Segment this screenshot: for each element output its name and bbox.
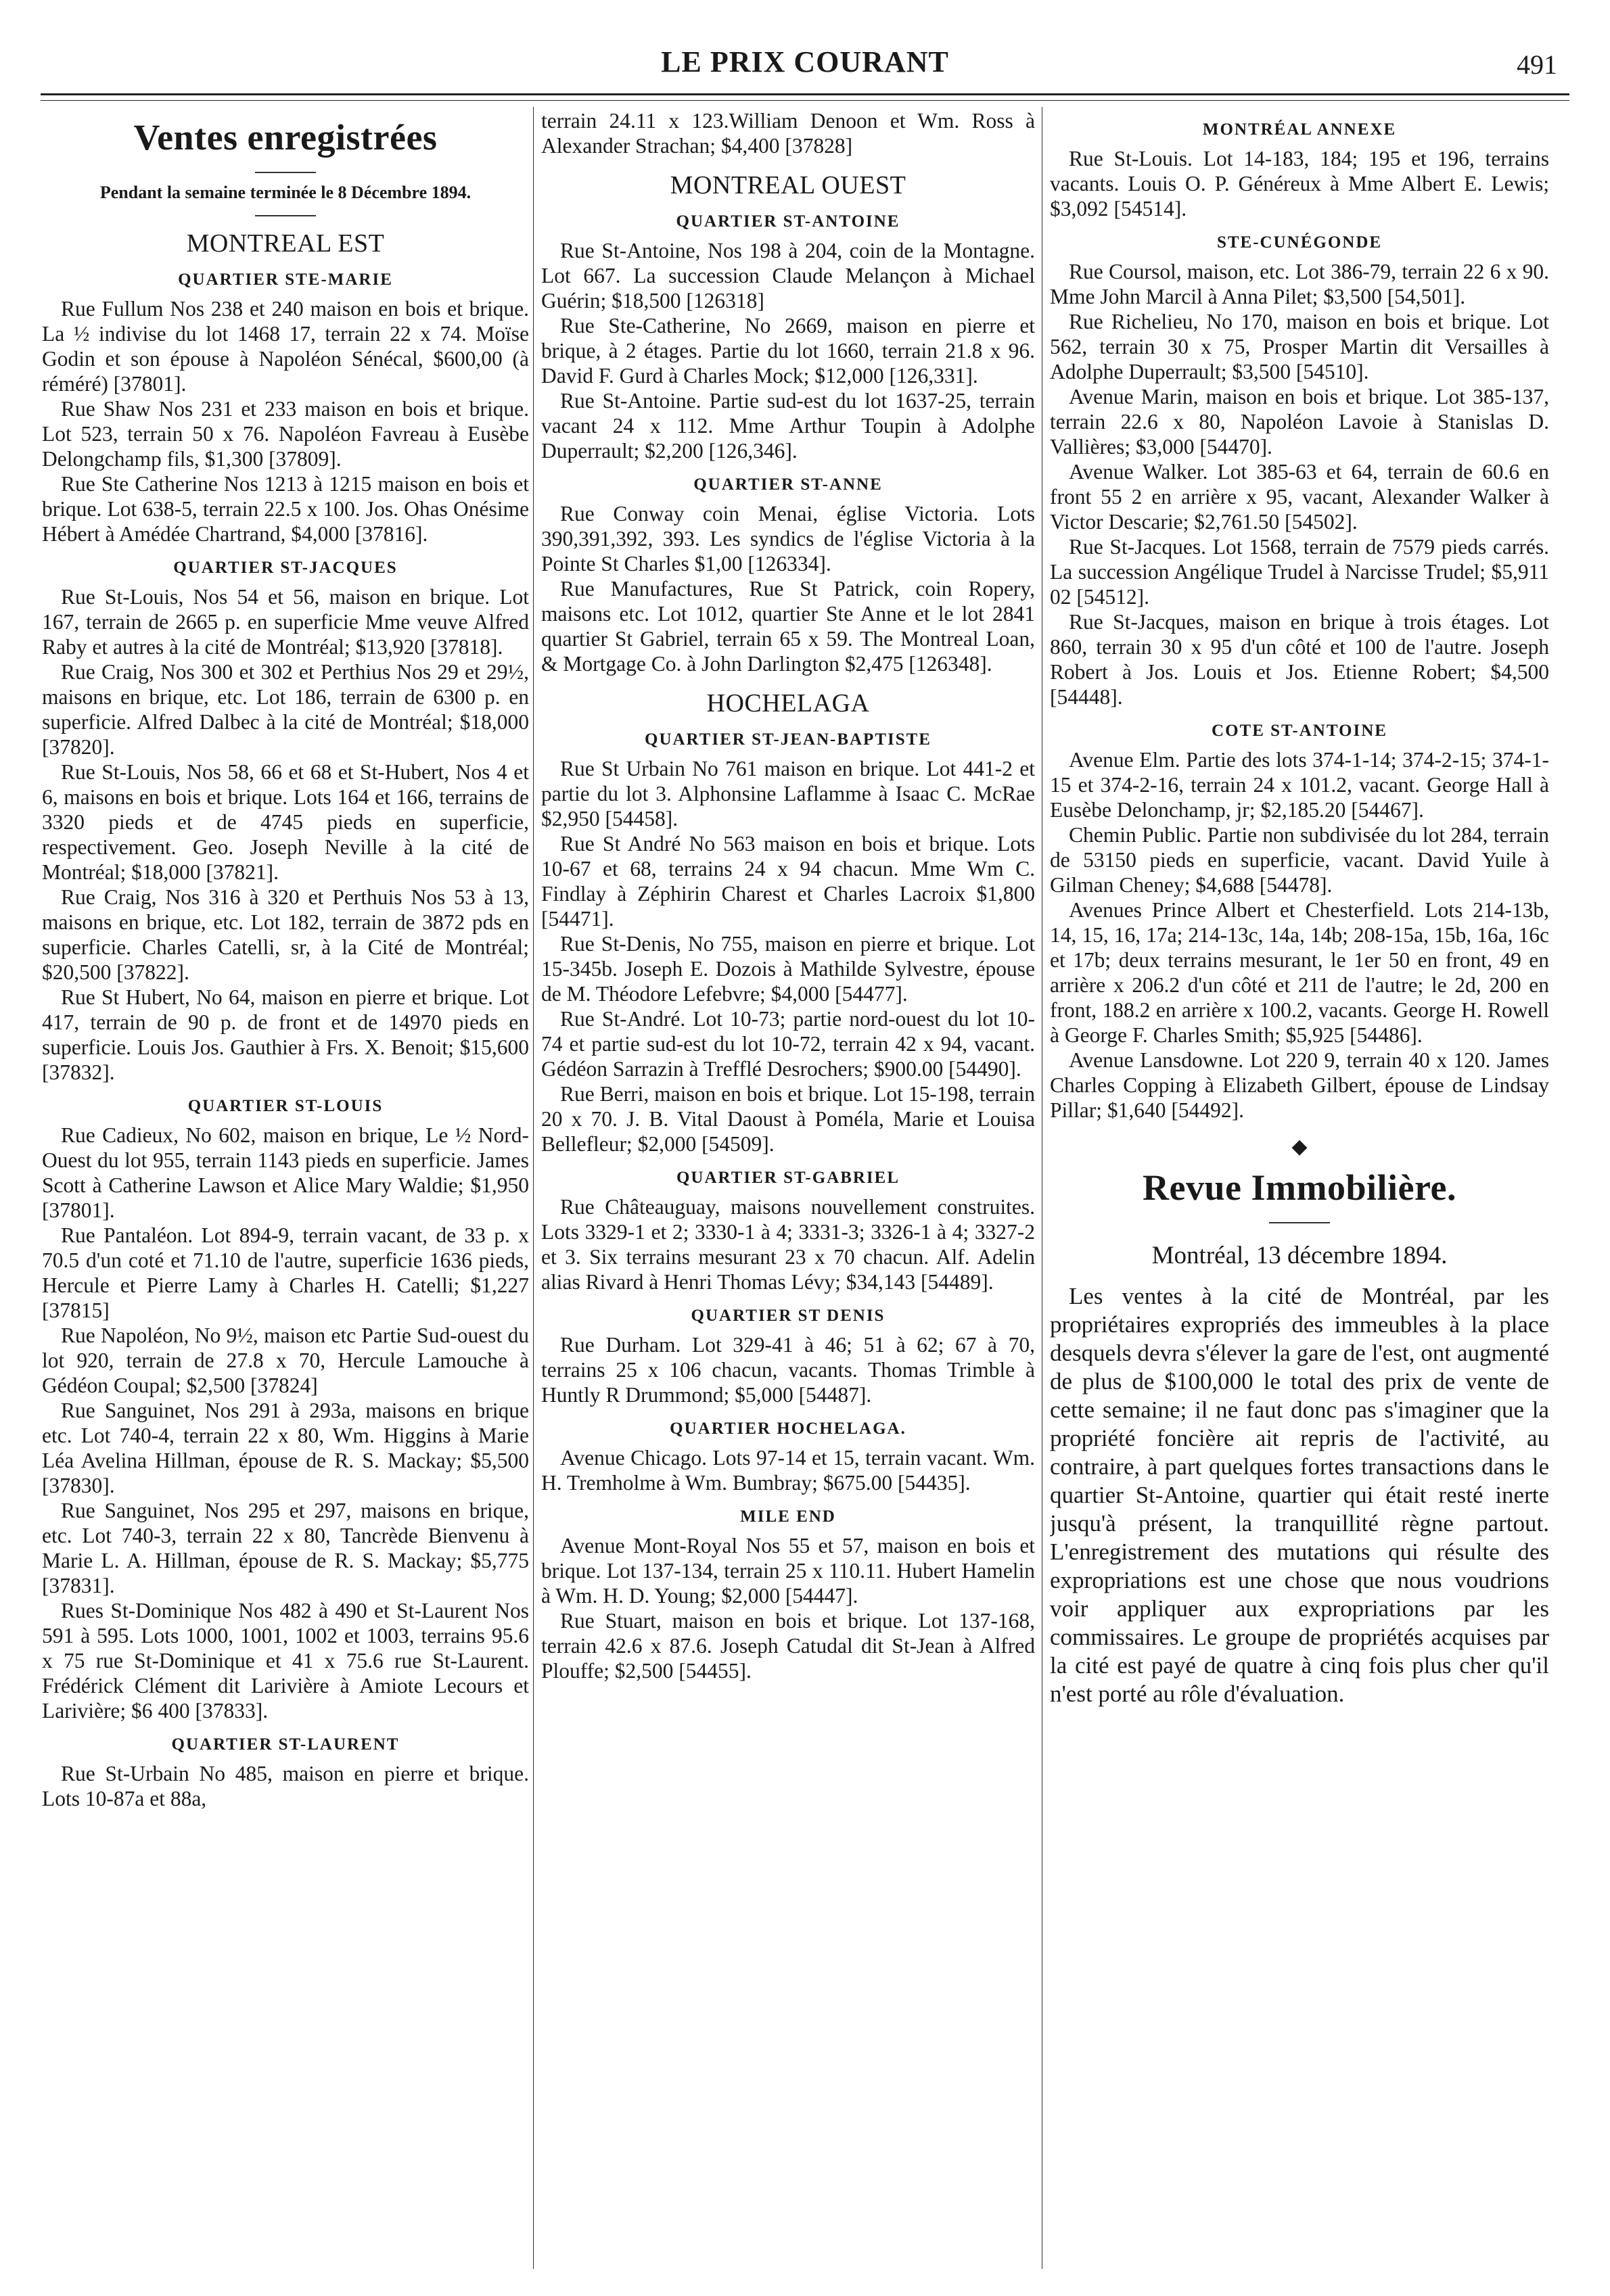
- divider: [255, 172, 316, 173]
- sale-entry: Rue St-Denis, No 755, maison en pierre et brique. Lot 15-345b. Joseph E. Dozois à Mathilde Sylvestre, épouse de M. Théodore Lefebvre; $4,000 [54477].: [541, 932, 1035, 1006]
- column-divider: [533, 107, 534, 2269]
- quarter-heading: COTE ST-ANTOINE: [1212, 722, 1387, 740]
- intro-text: Pendant la semaine terminée le 8 Décembre 1894.: [99, 183, 472, 202]
- sale-entry: Rue Napoléon, No 9½, maison etc Partie Sud-ouest du lot 920, terrain de 27.8 x 70, Hercule Lamouche à Gédéon Coupal; $2,500 [37824]: [42, 1323, 529, 1397]
- header-rule-thin: [41, 100, 1569, 101]
- quarter-heading: QUARTIER ST-GABRIEL: [676, 1169, 900, 1187]
- sale-entry: Rue Craig, Nos 316 à 320 et Perthuis Nos 53 à 13, maisons en brique, etc. Lot 182, terrain de 3872 pds en superficie. Charles Catelli, sr, à la Cité de Montréal; $20,500 [37822].: [42, 885, 529, 984]
- sale-entry: Rue St-Louis. Lot 14-183, 184; 195 et 196, terrains vacants. Louis O. P. Généreux à Mme Albert E. Lewis; $3,092 [54514].: [1050, 147, 1549, 220]
- sale-entry: Rue Durham. Lot 329-41 à 46; 51 à 62; 67 à 70, terrains 25 x 106 chacun, vacants. Thomas Trimble à Huntly R Drummond; $5,000 [54487].: [541, 1333, 1035, 1407]
- district-heading: MONTREAL EST: [186, 229, 385, 258]
- district-heading: MONTREAL OUEST: [670, 171, 906, 200]
- sale-entry: Rue St Urbain No 761 maison en brique. Lot 441-2 et partie du lot 3. Alphonsine Laflamme à Isaac C. McRae $2,950 [54458].: [541, 757, 1035, 830]
- sale-entry: Rue Richelieu, No 170, maison en bois et brique. Lot 562, terrain 30 x 75, Prosper Martin dit Versailles à Adolphe Duperrault; $3,500 [54510].: [1050, 310, 1549, 383]
- quarter-heading: QUARTIER ST-JEAN-BAPTISTE: [645, 730, 932, 749]
- quarter-heading: QUARTIER HOCHELAGA.: [670, 1420, 906, 1438]
- sale-entry: Rue St-Jacques, maison en brique à trois étages. Lot 860, terrain 30 x 95 d'un côté et 100 de l'autre. Joseph Robert à Jos. Louis et Jos. Etienne Robert; $4,500 [54448].: [1050, 610, 1549, 709]
- sale-entry: Avenue Mont-Royal Nos 55 et 57, maison en bois et brique. Lot 137-134, terrain 25 x 110.11. Hubert Hamelin à Wm. H. D. Young; $2,000 [54447].: [541, 1534, 1035, 1608]
- header-rule: [41, 93, 1569, 95]
- sale-entry: Avenue Elm. Partie des lots 374-1-14; 374-2-15; 374-1-15 et 374-2-16, terrain 24 x 101.2, vacant. George Hall à Eusèbe Delonchamp, jr; $2,185.20 [54467].: [1050, 748, 1549, 822]
- quarter-heading: MILE END: [740, 1507, 836, 1526]
- sale-entry: Rue Berri, maison en bois et brique. Lot 15-198, terrain 20 x 70. J. B. Vital Daoust à Poméla, Marie et Louisa Bellefleur; $2,000 [54509].: [541, 1082, 1035, 1156]
- section-heading: Ventes enregistrées: [133, 117, 438, 158]
- quarter-heading: MONTRÉAL ANNEXE: [1202, 120, 1397, 139]
- district-heading: HOCHELAGA: [706, 689, 870, 718]
- column-3: [1050, 108, 1549, 2269]
- sale-entry: Rue Craig, Nos 300 et 302 et Perthius Nos 29 et 29½, maisons en brique, etc. Lot 186, terrain de 6300 p. en superficie. Alfred Dalbec à la cité de Montréal; $18,000 [37820].: [42, 660, 529, 759]
- sale-entry: terrain 24.11 x 123.William Denoon et Wm. Ross à Alexander Strachan; $4,400 [37828]: [541, 109, 1035, 158]
- sale-entry: Avenue Chicago. Lots 97-14 et 15, terrain vacant. Wm. H. Tremholme à Wm. Bumbray; $675.00 [54435].: [541, 1446, 1035, 1495]
- sale-entry: Rue Coursol, maison, etc. Lot 386-79, terrain 22 6 x 90. Mme John Marcil à Anna Pilet; $3,500 [54,501].: [1050, 260, 1549, 308]
- sale-entry: Rue St André No 563 maison en bois et brique. Lots 10-67 et 68, terrains 24 x 94 chacun. Mme Wm C. Findlay à Zéphirin Charest et Charles Lacroix $1,800 [54471].: [541, 832, 1035, 931]
- page-header: [41, 35, 1569, 96]
- sale-entry: Rue Manufactures, Rue St Patrick, coin Ropery, maisons etc. Lot 1012, quartier Ste Anne et le lot 2841 quartier St Gabriel, terrain 65 x 59. The Montreal Loan, & Mortgage Co. à John Darlington $2,475 [126348].: [541, 577, 1035, 676]
- sale-entry: Rue Cadieux, No 602, maison en brique, Le ½ Nord-Ouest du lot 955, terrain 1143 pieds en superficie. James Scott à Catherine Lawson et Alice Mary Waldie; $1,950 [37801].: [42, 1123, 529, 1222]
- sale-entry: Rue Stuart, maison en bois et brique. Lot 137-168, terrain 42.6 x 87.6. Joseph Catudal dit St-Jean à Alfred Plouffe; $2,500 [54455].: [541, 1609, 1035, 1683]
- sale-entry: Rue St-Louis, Nos 58, 66 et 68 et St-Hubert, Nos 4 et 6, maisons en bois et brique. Lots 164 et 166, terrains de 3320 pieds et de 4745 pieds en superficie, respectivement. Geo. Joseph Neville à la cité de Montréal; $18,000 [37821].: [42, 760, 529, 884]
- page-number: 491: [1517, 49, 1557, 80]
- sale-entry: Avenue Marin, maison en bois et brique. Lot 385-137, terrain 22.6 x 80, Napoléon Lavoie à Stanislas D. Vallières; $3,000 [54470].: [1050, 385, 1549, 459]
- sale-entry: Chemin Public. Partie non subdivisée du lot 284, terrain de 53150 pieds en superficie, vacant. David Yuile à Gilman Cheney; $4,688 [54478].: [1050, 823, 1549, 897]
- sale-entry: Rue St Hubert, No 64, maison en pierre et brique. Lot 417, terrain de 90 p. de front et de 14970 pieds en superficie. Louis Jos. Gauthier à Frs. X. Benoit; $15,600 [37832].: [42, 985, 529, 1084]
- quarter-heading: STE-CUNÉGONDE: [1216, 233, 1383, 252]
- sale-entry: Avenue Walker. Lot 385-63 et 64, terrain de 60.6 en front 55 2 en arrière x 95, vacant, Alexander Walker à Victor Descarie; $2,761.50 [54502].: [1050, 460, 1549, 534]
- quarter-heading: QUARTIER ST-JACQUES: [173, 559, 398, 577]
- quarter-heading: QUARTIER ST-LAURENT: [171, 1735, 400, 1754]
- sale-entry: Rue Ste Catherine Nos 1213 à 1215 maison en bois et brique. Lot 638-5, terrain 22.5 x 100. Jos. Ohas Onésime Hébert à Amédée Chartrand, $4,000 [37816].: [42, 472, 529, 546]
- sale-entry: Rue Conway coin Menai, église Victoria. Lots 390,391,392, 393. Les syndics de l'église Victoria à la Pointe St Charles $1,00 [126334].: [541, 502, 1035, 576]
- quarter-heading: QUARTIER ST-ANTOINE: [676, 212, 900, 231]
- sale-entry: Avenue Lansdowne. Lot 220 9, terrain 40 x 120. James Charles Copping à Elizabeth Gilbert, épouse de Lindsay Pillar; $1,640 [54492].: [1050, 1048, 1549, 1122]
- sale-entry: Rue St-Antoine. Partie sud-est du lot 1637-25, terrain vacant 24 x 112. Mme Arthur Toupin à Adolphe Duperrault; $2,200 [126,346].: [541, 389, 1035, 463]
- quarter-heading: QUARTIER ST-LOUIS: [187, 1097, 384, 1115]
- sale-entry: Avenues Prince Albert et Chesterfield. Lots 214-13b, 14, 15, 16, 17a; 214-13c, 14a, 14b; 208-15a, 15b, 16a, 16c et 17b; deux terrains mesurant, le 1er 50 en front, 49 en arrière x 206.2 d'un côté et 211 de l'autre; le 2d, 200 en front, 188.2 en arrière x 100.2, vacants. George H. Rowell à George F. Charles Smith; $5,925 [54486].: [1050, 898, 1549, 1047]
- column-1: [42, 108, 529, 2269]
- sale-entry: Rue St-Antoine, Nos 198 à 204, coin de la Montagne. Lot 667. La succession Claude Melançon à Michael Guérin; $18,500 [126318]: [541, 239, 1035, 312]
- section-heading: Revue Immobilière.: [1143, 1167, 1456, 1208]
- quarter-heading: QUARTIER ST DENIS: [691, 1307, 886, 1325]
- sale-entry: Rue St-Jacques. Lot 1568, terrain de 7579 pieds carrés. La succession Angélique Trudel à Narcisse Trudel; $5,911 02 [54512].: [1050, 535, 1549, 609]
- journal-title: LE PRIX COURANT: [661, 45, 949, 78]
- sale-entry: Rue Châteauguay, maisons nouvellement construites. Lots 3329-1 et 2; 3330-1 à 4; 3331-3; 3326-1 à 4; 3327-2 et 3. Six terrains mesurant 23 x 70 chacun. Alf. Adelin alias Rivard à Henri Thomas Lévy; $34,143 [54489].: [541, 1195, 1035, 1294]
- sale-entry: Rue Sanguinet, Nos 291 à 293a, maisons en brique etc. Lot 740-4, terrain 22 x 80, Wm. Higgins à Marie Léa Avelina Hillman, épouse de R. S. Mackay; $5,500 [37830].: [42, 1399, 529, 1497]
- sale-entry: Rue Fullum Nos 238 et 240 maison en bois et brique. La ½ indivise du lot 1468 17, terrain 22 x 74. Moïse Godin et son épouse à Napoléon Sénécal, $600,00 (à réméré) [37801].: [42, 297, 529, 396]
- divider: [255, 215, 316, 216]
- sale-entry: Rue Pantaléon. Lot 894-9, terrain vacant, de 33 p. x 70.5 d'un coté et 71.10 de l'autre, superficie 1636 pieds, Hercule et Pierre Lamy à Charles H. Catelli; $1,227 [37815]: [42, 1223, 529, 1322]
- article-body: Les ventes à la cité de Montréal, par les propriétaires expropriés des immeubles à la place desquels devra s'élever la gare de l'est, ont augmenté de plus de $100,000 le total des prix de vente de cette semaine; il ne faut donc pas s'imaginer que la propriété foncière ait repris de l'activité, au contraire, à part quelques fortes transactions dans le quartier St-Antoine, quartier qui était resté inerte jusqu'à présent, la tranquillité règne partout. L'enregistrement des mutations qui résulte des expropriations est une chose que nous voudrions voir appliquer aux expropriations par les commissaires. Le groupe de propriétés acquises par la cité est payé de quatre à cinq fois plus cher qu'il n'est porté au rôle d'évaluation.: [1050, 1283, 1549, 1707]
- column-2: [541, 108, 1035, 2269]
- sale-entry: Rues St-Dominique Nos 482 à 490 et St-Laurent Nos 591 à 595. Lots 1000, 1001, 1002 et 1003, terrains 95.6 x 75 rue St-Dominique et 41 x 75.6 rue St-Laurent. Frédérick Clément dit Larivière à Amiote Lecours et Larivière; $6 400 [37833].: [42, 1599, 529, 1723]
- sale-entry: Rue St-Louis, Nos 54 et 56, maison en brique. Lot 167, terrain de 2665 p. en superficie Mme veuve Alfred Raby et autres à la cité de Montréal; $13,920 [37818].: [42, 585, 529, 659]
- divider: [1269, 1222, 1330, 1223]
- article-date: Montréal, 13 décembre 1894.: [1151, 1242, 1448, 1269]
- quarter-heading: QUARTIER STE-MARIE: [178, 271, 393, 289]
- ornament-icon: ◆: [1291, 1135, 1308, 1158]
- sale-entry: Rue St-Urbain No 485, maison en pierre et brique. Lots 10-87a et 88a,: [42, 1762, 529, 1810]
- quarter-heading: QUARTIER ST-ANNE: [693, 475, 883, 494]
- sale-entry: Rue St-André. Lot 10-73; partie nord-ouest du lot 10-74 et partie sud-est du lot 10-72, terrain 42 x 94, vacant. Gédéon Sarrazin à Trefflé Desrochers; $900.00 [54490].: [541, 1007, 1035, 1081]
- sale-entry: Rue Shaw Nos 231 et 233 maison en bois et brique. Lot 523, terrain 50 x 76. Napoléon Favreau à Eusèbe Delongchamp fils, $1,300 [37809].: [42, 397, 529, 471]
- sale-entry: Rue Ste-Catherine, No 2669, maison en pierre et brique, à 2 étages. Partie du lot 1660, terrain 21.8 x 96. David F. Gurd à Charles Mock; $12,000 [126,331].: [541, 314, 1035, 388]
- sale-entry: Rue Sanguinet, Nos 295 et 297, maisons en brique, etc. Lot 740-3, terrain 22 x 80, Tancrède Bienvenu à Marie L. A. Hillman, épouse de R. S. Mackay; $5,775 [37831].: [42, 1499, 529, 1597]
